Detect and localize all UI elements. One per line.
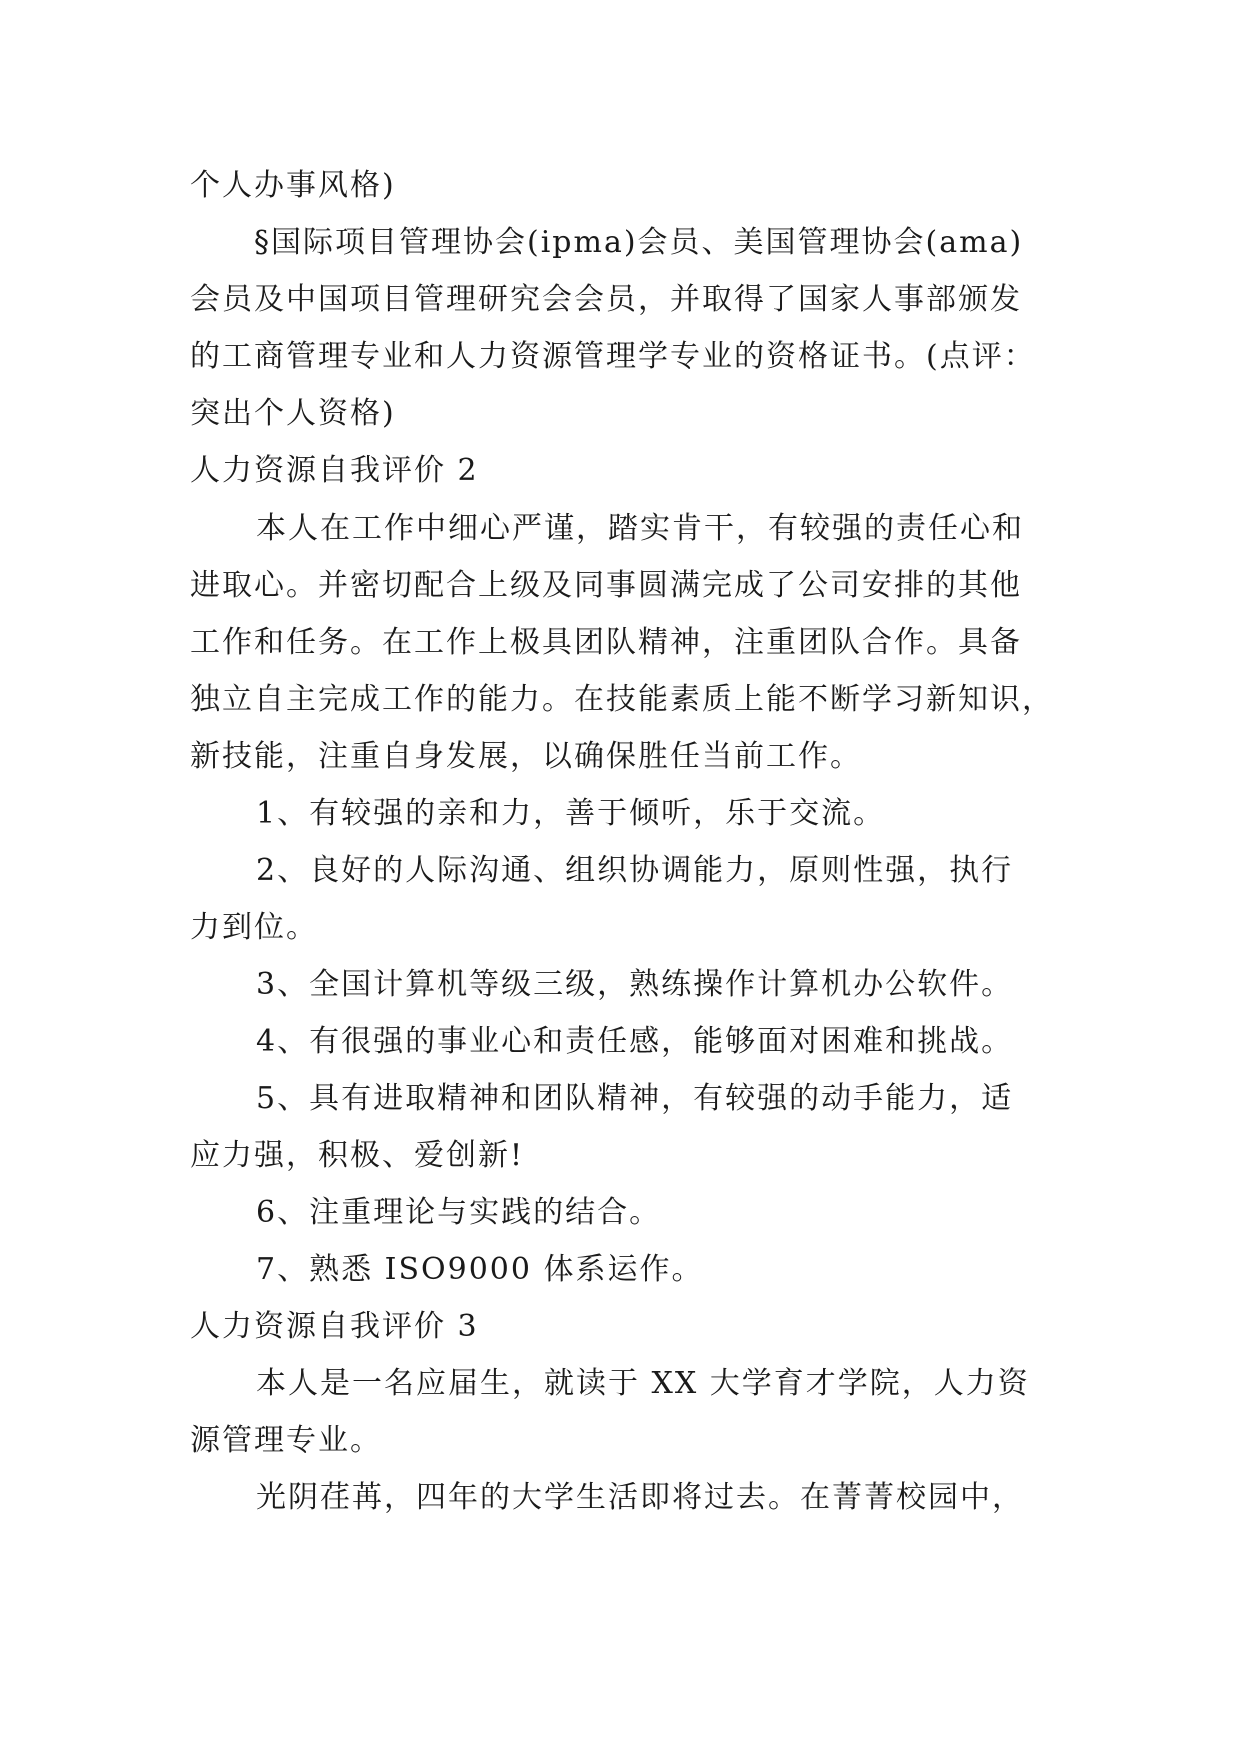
list-item: 4、有很强的事业心和责任感，能够面对困难和挑战。	[256, 1024, 1014, 1059]
text-line: 突出个人资格)	[190, 396, 396, 431]
list-item: 5、具有进取精神和团队精神，有较强的动手能力，适	[256, 1081, 1014, 1116]
text-line: 力到位。	[190, 910, 318, 945]
section-heading: 人力资源自我评价 2	[190, 453, 479, 488]
text-line: 个人办事风格)	[190, 168, 396, 203]
section-heading: 人力资源自我评价 3	[190, 1309, 479, 1344]
text-line: 源管理专业。	[190, 1423, 382, 1458]
text-line: 新技能，注重自身发展，以确保胜任当前工作。	[190, 739, 862, 774]
text-line: §国际项目管理协会(ipma)会员、美国管理协会(ama)	[254, 225, 1024, 260]
text-line: 本人是一名应届生，就读于 XX 大学育才学院，人力资	[256, 1366, 1030, 1401]
text-line: 的工商管理专业和人力资源管理学专业的资格证书。(点评：	[190, 339, 1036, 374]
text-line: 应力强，积极、爱创新!	[190, 1138, 525, 1173]
text-line: 光阴荏苒，四年的大学生活即将过去。在菁菁校园中，	[256, 1480, 1024, 1515]
text-line: 会员及中国项目管理研究会会员，并取得了国家人事部颁发	[190, 282, 1022, 317]
text-line: 本人在工作中细心严谨，踏实肯干，有较强的责任心和	[256, 511, 1024, 546]
text-line: 工作和任务。在工作上极具团队精神，注重团队合作。具备	[190, 625, 1022, 660]
text-line: 独立自主完成工作的能力。在技能素质上能不断学习新知识，	[190, 682, 1054, 717]
list-item: 1、有较强的亲和力，善于倾听，乐于交流。	[256, 796, 886, 831]
list-item: 6、注重理论与实践的结合。	[256, 1195, 662, 1230]
text-line: 进取心。并密切配合上级及同事圆满完成了公司安排的其他	[190, 568, 1022, 603]
list-item: 2、良好的人际沟通、组织协调能力，原则性强，执行	[256, 853, 1014, 888]
list-item: 7、熟悉 ISO9000 体系运作。	[256, 1252, 704, 1287]
list-item: 3、全国计算机等级三级，熟练操作计算机办公软件。	[256, 967, 1014, 1002]
